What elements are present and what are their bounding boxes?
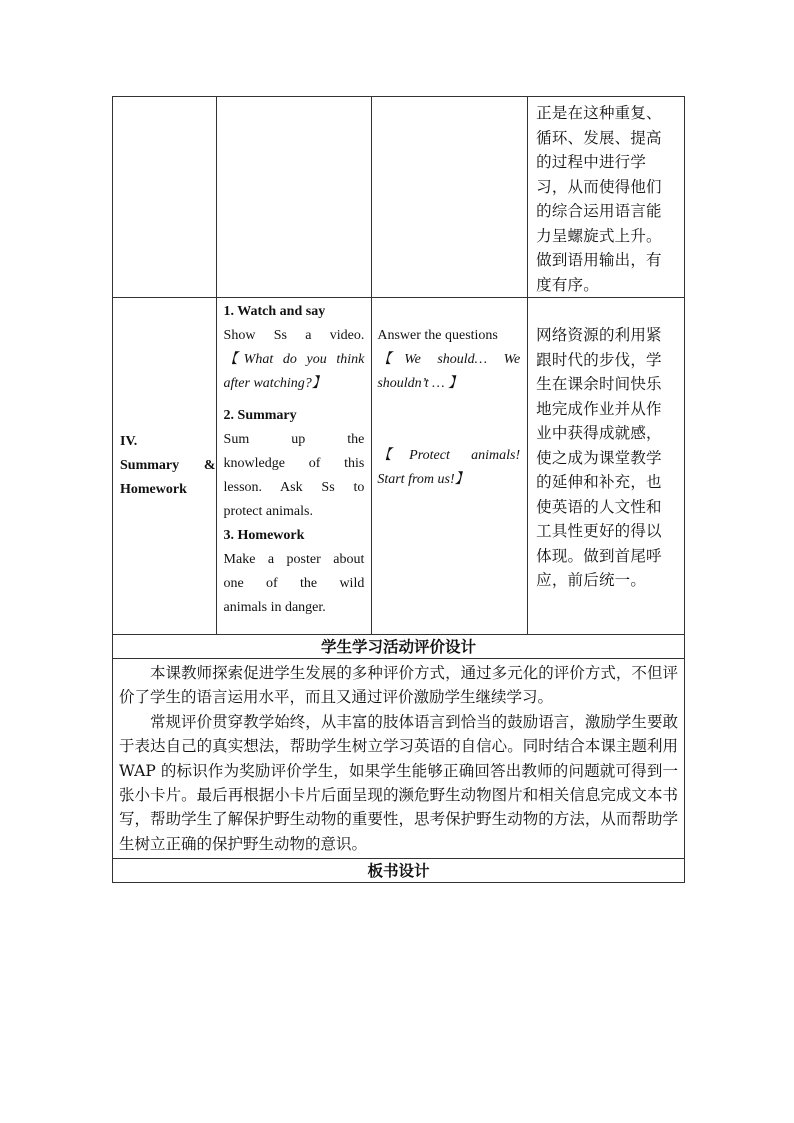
design-note-line: 生在课余时间快乐 xyxy=(536,375,662,393)
stage-numeral: IV. xyxy=(120,434,138,449)
step-text: Sum up the xyxy=(223,432,365,447)
evaluation-paragraph: 本课教师探索促进学生发展的多种评价方式，通过多元化的评价方式，不但评价了学生的语言运用水平，而且又通过评价激励学生继续学习。 xyxy=(119,664,678,707)
step-title: 1. Watch and say xyxy=(223,304,326,319)
design-note-line: 使之成为课堂教学 xyxy=(536,448,662,467)
table-row xyxy=(113,635,685,659)
design-intent-cell xyxy=(528,298,685,635)
step-prompt: 【What do you think xyxy=(223,352,365,367)
design-note-line: 网络资源的利用紧 xyxy=(536,326,662,344)
evaluation-body-cell xyxy=(113,659,685,859)
table-row xyxy=(113,859,685,883)
design-note-line: 地完成作业并从作 xyxy=(536,399,662,418)
step-text: one of the wild xyxy=(223,576,365,591)
step-prompt: after watching?】 xyxy=(223,376,326,391)
table-row xyxy=(113,659,685,859)
design-note-line: 跟时代的步伐，学 xyxy=(536,350,662,369)
design-note-line: 循环、发展、提高 xyxy=(536,128,662,147)
design-note-line: 使英语的人文性和 xyxy=(536,497,662,516)
student-text: Answer the questions xyxy=(377,328,498,343)
stage-cell-empty xyxy=(113,97,217,298)
design-note-line: 度有序。 xyxy=(536,275,599,294)
student-activity-cell xyxy=(372,298,528,635)
design-note-line: 体现。做到首尾呼 xyxy=(536,546,662,565)
step-text: Show Ss a video. xyxy=(223,328,365,343)
table-row xyxy=(113,97,685,298)
student-text: Start from us!】 xyxy=(377,472,469,487)
step-text: protect animals. xyxy=(223,504,313,519)
student-activity-cell-empty xyxy=(372,97,528,298)
step-text: knowledge of this xyxy=(223,456,365,471)
student-text: 【Protect animals! xyxy=(377,448,521,463)
evaluation-paragraph: 常规评价贯穿教学始终，从丰富的肢体语言到恰当的鼓励语言，激励学生要敢于表达自己的真实想法，帮助学生树立学习英语的自信心。同时结合本课主题利用 WAP 的标识作为奖励评价学生，如果学生能够正确回答出教师的问题就可得到一张小卡片。最后再根据小卡片后面呈现的濒危野生动物图片和相关信息完成文本书写，帮助学生了解保护野生动物的重要性，思考保护野生动物的方法，从而帮助学生树立正确的保护野生动物的意识。 xyxy=(119,712,678,853)
design-note-line: 工具性更好的得以 xyxy=(536,522,662,540)
teacher-activity-cell-empty xyxy=(216,97,372,298)
stage-name-line: Summary & xyxy=(120,458,216,473)
step-title: 3. Homework xyxy=(223,528,305,543)
evaluation-title: 学生学习活动评价设计 xyxy=(113,635,685,659)
step-text: lesson. Ask Ss to xyxy=(223,480,365,495)
design-note-line: 做到语用输出，有 xyxy=(536,251,662,269)
step-text: Make a poster about xyxy=(223,552,365,567)
board-design-title: 板书设计 xyxy=(113,859,685,883)
teacher-activity-cell xyxy=(216,298,372,635)
step-title: 2. Summary xyxy=(223,408,297,423)
design-note-line: 正是在这种重复、 xyxy=(536,104,662,122)
step-text: animals in danger. xyxy=(223,600,326,615)
design-note-line: 的综合运用语言能 xyxy=(536,202,662,220)
design-note-line: 业中获得成就感， xyxy=(536,424,662,442)
design-note-line: 的过程中进行学 xyxy=(536,153,647,171)
table-row xyxy=(113,298,685,635)
student-text: shouldn’t … 】 xyxy=(377,376,463,391)
design-note-line: 的延伸和补充，也 xyxy=(536,473,662,491)
student-text: 【We should… We xyxy=(377,352,521,367)
stage-cell xyxy=(113,298,217,635)
design-note-line: 力呈螺旋式上升。 xyxy=(536,226,662,245)
stage-name-line: Homework xyxy=(120,482,187,497)
design-note-line: 习，从而使得他们 xyxy=(536,177,662,196)
design-note-line: 应，前后统一。 xyxy=(536,571,647,589)
lesson-plan-table xyxy=(112,96,685,883)
design-intent-cell xyxy=(528,97,685,298)
